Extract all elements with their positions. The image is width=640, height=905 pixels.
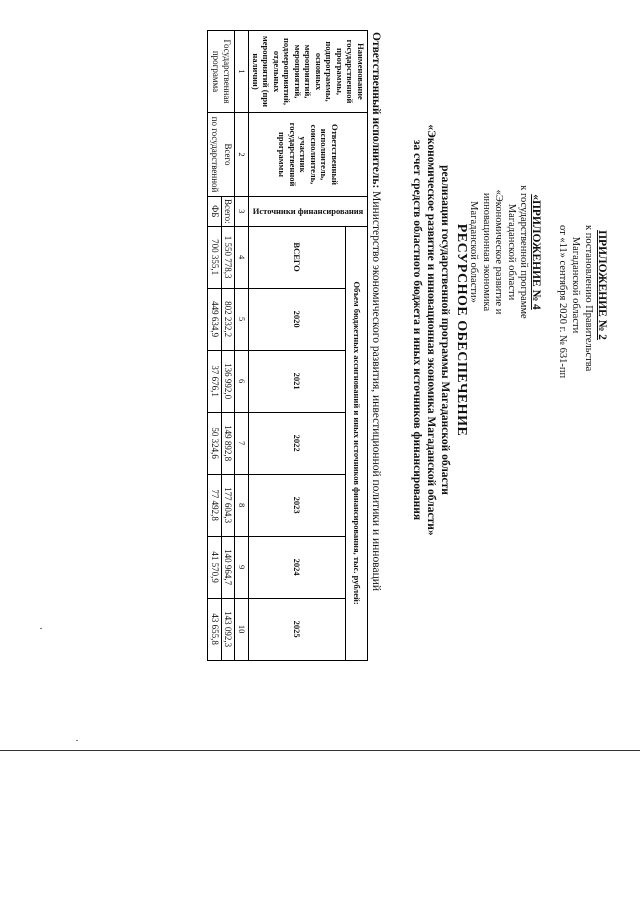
header-year: 2020 <box>249 288 345 350</box>
header-total: ВСЕГО <box>249 226 345 288</box>
appendix-line: от «11» сентября 2020 г. № 631-пп <box>557 225 568 379</box>
column-index: 1 <box>235 31 249 113</box>
cell-value: 41 570,9 <box>208 536 222 598</box>
cell-value: 50 324,6 <box>208 412 222 474</box>
title-main: РЕСУРСНОЕ ОБЕСПЕЧЕНИЕ <box>454 223 469 437</box>
column-index: 6 <box>235 350 249 412</box>
header-year: 2022 <box>249 412 345 474</box>
document-title <box>410 30 470 630</box>
column-index: 4 <box>235 226 249 288</box>
column-index: 7 <box>235 412 249 474</box>
appendix-4-block <box>467 162 542 342</box>
cell-value: 177 604,3 <box>222 474 236 536</box>
row-program-name: Государственная программа <box>208 31 235 113</box>
cell-value: 449 634,9 <box>208 288 222 350</box>
column-index: 5 <box>235 288 249 350</box>
scan-speck <box>76 740 78 741</box>
header-source: Источники финансирования <box>253 206 364 217</box>
executor-label: Ответственный исполнитель: <box>370 32 382 189</box>
title-line: «Экономическое развитие и инновационная экономика Магаданской области» <box>425 124 437 536</box>
appendix-4-line: Магаданской области <box>506 203 517 301</box>
cell-value: 136 992,0 <box>222 350 236 412</box>
row-source: Всего: <box>222 197 236 227</box>
appendix-4-title: «ПРИЛОЖЕНИЕ № 4 <box>530 194 542 310</box>
cell-value: 1 550 778,3 <box>222 226 236 288</box>
cell-value: 77 492,8 <box>208 474 222 536</box>
header-source-cell <box>249 197 368 227</box>
row-source: ФБ <box>208 197 222 227</box>
column-index: 3 <box>235 197 249 227</box>
appendix-line: Магаданской области <box>570 236 581 334</box>
appendix-line: к постановлению Правительства <box>583 225 594 372</box>
cell-value: 149 892,8 <box>222 412 236 474</box>
header-year: 2024 <box>249 536 345 598</box>
cell-value: 37 676,1 <box>208 350 222 412</box>
responsible-executor <box>370 32 382 672</box>
appendix-4-line: инновационная экономика <box>481 192 492 312</box>
resource-table <box>208 30 369 661</box>
table-row <box>222 31 236 661</box>
column-index: 9 <box>235 536 249 598</box>
column-index: 2 <box>235 113 249 197</box>
cell-value: 43 655,8 <box>208 598 222 660</box>
cell-value: 700 355,1 <box>208 226 222 288</box>
header-volume: Объем бюджетных ассигнований и иных источников финансирования, тыс. рублей: <box>345 226 367 660</box>
appendix-title: ПРИЛОЖЕНИЕ № 2 <box>596 230 608 340</box>
header-name: Наименование государственной программы, подпрограммы, основных мероприятий, мероприятий, подмероприятий, отдельных мероприятий (при наличии) <box>249 31 368 113</box>
title-line: за счет средств областного бюджета и иных источников финансирования <box>411 139 423 521</box>
column-index: 8 <box>235 474 249 536</box>
header-year: 2021 <box>249 350 345 412</box>
header-year: 2025 <box>249 598 345 660</box>
column-index-row <box>235 31 249 661</box>
appendix-4-line: «Экономическое развитие и <box>493 189 505 315</box>
column-index: 10 <box>235 598 249 660</box>
appendix-4-line: Магаданской области» <box>468 201 480 303</box>
appendix-block <box>548 225 608 379</box>
cell-value: 802 232,2 <box>222 288 236 350</box>
scan-fold-line <box>0 750 640 751</box>
cell-value: 140 964,7 <box>222 536 236 598</box>
table-row <box>208 31 222 661</box>
appendix-4-line: к государственной программе <box>518 185 530 319</box>
header-executor: Ответственный исполнитель, соисполнитель, участник государственной программы <box>249 113 368 197</box>
header-year: 2023 <box>249 474 345 536</box>
row-executor: по государственной <box>208 113 222 197</box>
scan-speck <box>40 628 42 629</box>
title-line: реализации государственной программы Магаданской области <box>439 165 451 495</box>
cell-value: 143 092,3 <box>222 598 236 660</box>
row-executor: Всего <box>222 113 236 197</box>
executor-value: Министерство экономического развития, инвестиционной политики и инноваций <box>370 188 382 592</box>
